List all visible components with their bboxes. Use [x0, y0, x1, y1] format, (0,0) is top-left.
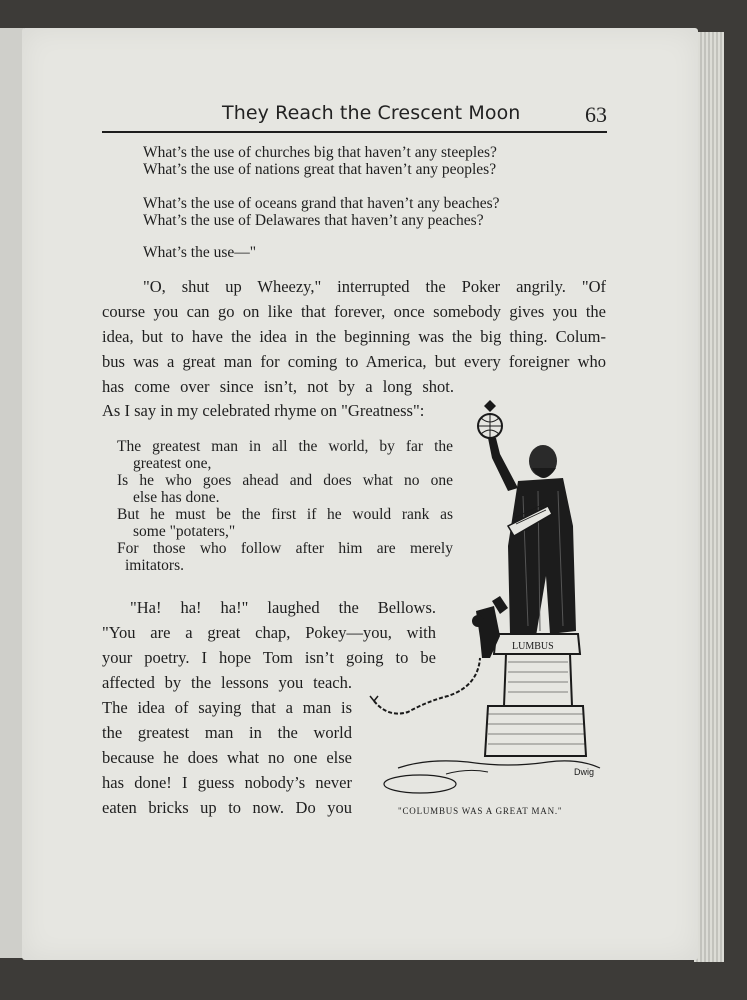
- verse-line: What’s the use—": [143, 244, 257, 261]
- poem-line-cont: imitators.: [125, 557, 184, 574]
- header-rule: [102, 131, 607, 133]
- poem-line: Is he who goes ahead and does what no one: [117, 472, 453, 489]
- paragraph-line: course you can go on like that forever, once somebody gives you the: [102, 302, 606, 321]
- poem-line: The greatest man in all the world, by far the: [117, 438, 453, 455]
- paragraph-line: affected by the lessons you teach.: [102, 673, 352, 692]
- columbus-statue-illustration: [368, 396, 608, 796]
- paragraph-line: has come over since isn’t, not by a long shot.: [102, 377, 454, 396]
- paragraph-line: "Ha! ha! ha!" laughed the Bellows.: [130, 598, 436, 617]
- pedestal-inscription: LUMBUS: [512, 641, 554, 652]
- paragraph-line: has done! I guess nobody’s never: [102, 773, 352, 792]
- poem-line-cont: greatest one,: [133, 455, 212, 472]
- illustration-caption: "COLUMBUS WAS A GREAT MAN.": [398, 806, 563, 816]
- paragraph-line: "You are a great chap, Pokey—you, with: [102, 623, 436, 642]
- paragraph-line: eaten bricks up to now. Do you: [102, 798, 352, 817]
- paragraph-line: your poetry. I hope Tom isn’t going to be: [102, 648, 436, 667]
- paragraph-line: The idea of saying that a man is: [102, 698, 352, 717]
- page-stack-edge: [694, 32, 724, 962]
- paragraph-line: As I say in my celebrated rhyme on "Greatness":: [102, 401, 425, 420]
- verse-line: What’s the use of oceans grand that haven’t any beaches?: [143, 195, 500, 212]
- paragraph-line: because he does what no one else: [102, 748, 352, 767]
- verse-line: What’s the use of churches big that haven’t any steeples?: [143, 144, 497, 161]
- artist-signature: Dwig: [574, 767, 595, 777]
- paragraph-line: idea, but to have the idea in the beginning was the big thing. Colum-: [102, 327, 606, 346]
- poem-line-cont: else has done.: [133, 489, 220, 506]
- poem-line: For those who follow after him are merely: [117, 540, 453, 557]
- paragraph-line: the greatest man in the world: [102, 723, 352, 742]
- running-header-title: They Reach the Crescent Moon: [222, 102, 521, 124]
- paragraph-line: bus was a great man for coming to America, but every foreigner who: [102, 352, 606, 371]
- verse-line: What’s the use of nations great that haven’t any peoples?: [143, 161, 497, 178]
- page-number: 63: [585, 102, 607, 127]
- verse-line: What’s the use of Delawares that haven’t any peaches?: [143, 212, 484, 229]
- poem-line: But he must be the first if he would rank as: [117, 506, 453, 523]
- poem-line-cont: some "potaters,": [133, 523, 236, 540]
- paragraph-line: "O, shut up Wheezy," interrupted the Poker angrily. "Of: [143, 277, 606, 296]
